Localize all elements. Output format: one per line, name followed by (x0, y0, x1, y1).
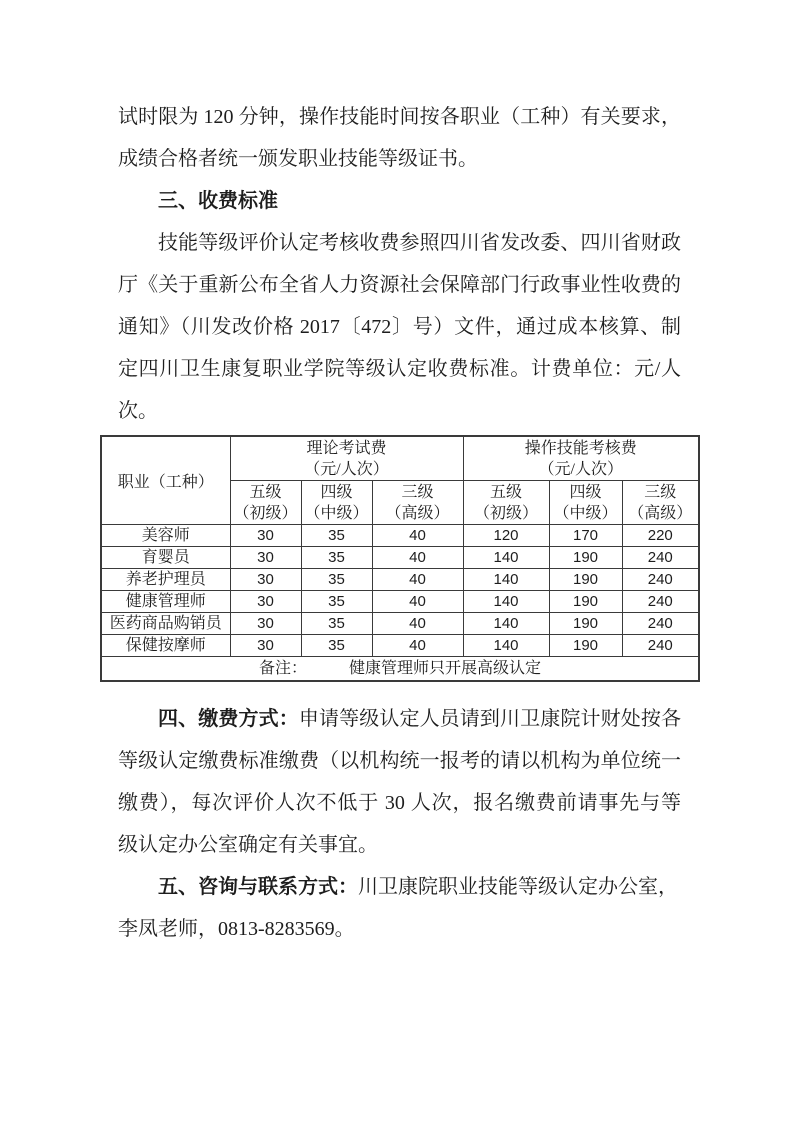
job-name-cell: 养老护理员 (101, 569, 230, 591)
fee-cell: 190 (549, 569, 622, 591)
table-row (101, 591, 699, 613)
level-name: 四级 (569, 483, 602, 501)
pre-table-text (118, 0, 681, 432)
table-row (101, 613, 699, 635)
theory-fee-group-header (230, 436, 463, 481)
paragraph-line (118, 866, 681, 908)
fee-cell: 35 (301, 613, 372, 635)
fee-standard-table (100, 435, 700, 682)
fee-cell: 240 (622, 635, 699, 657)
level-name: 五级 (249, 483, 282, 501)
fee-cell: 35 (301, 525, 372, 547)
fee-cell: 35 (301, 547, 372, 569)
paragraph-line: 厅《关于重新公布全省人力资源社会保障部门行政事业性收费的 (118, 274, 681, 296)
fee-cell: 35 (301, 591, 372, 613)
table-row (101, 569, 699, 591)
level-header (549, 481, 622, 525)
paragraph-line: 次。 (118, 400, 158, 422)
fee-cell: 40 (372, 591, 463, 613)
level-alias: （高级） (385, 504, 450, 522)
note-text: 健康管理师只开展高级认定 (349, 659, 542, 677)
section-heading-payment: 四、缴费方式： (158, 708, 299, 730)
fee-cell: 140 (463, 547, 549, 569)
paragraph-line: 李凤老师，0813-8283569。 (118, 918, 355, 940)
paragraph-line: 级认定办公室确定有关事宜。 (118, 834, 378, 856)
theory-fee-unit: （元/人次） (304, 460, 389, 478)
level-name: 四级 (320, 483, 353, 501)
job-name-cell: 保健按摩师 (101, 635, 230, 657)
table-note-row (101, 657, 699, 682)
fee-cell: 40 (372, 613, 463, 635)
fee-cell: 30 (230, 591, 301, 613)
paragraph-text: 川卫康院职业技能等级认定办公室， (358, 876, 678, 898)
level-alias: （中级） (553, 504, 618, 522)
paragraph-line: 通知》（川发改价格 2017〔472〕号）文件，通过成本核算、制 (118, 316, 681, 338)
skill-fee-unit: （元/人次） (538, 460, 623, 478)
fee-cell: 190 (549, 635, 622, 657)
paragraph-text: 申请等级认定人员请到川卫康院计财处按各 (298, 708, 682, 730)
fee-cell: 140 (463, 613, 549, 635)
level-header (372, 481, 463, 525)
level-header (230, 481, 301, 525)
post-table-text (118, 698, 681, 950)
fee-cell: 190 (549, 613, 622, 635)
job-name-cell: 美容师 (101, 525, 230, 547)
fee-cell: 140 (463, 569, 549, 591)
skill-fee-group-header (463, 436, 699, 481)
fee-cell: 120 (463, 525, 549, 547)
level-header (301, 481, 372, 525)
fee-cell: 35 (301, 635, 372, 657)
table-group-header-row (101, 436, 699, 481)
table-note-cell (101, 657, 699, 682)
level-name: 五级 (489, 483, 522, 501)
fee-cell: 40 (372, 525, 463, 547)
fee-cell: 40 (372, 635, 463, 657)
skill-fee-title: 操作技能考核费 (524, 439, 637, 457)
fee-cell: 240 (622, 591, 699, 613)
fee-cell: 240 (622, 613, 699, 635)
job-column-header: 职业（工种） (101, 436, 230, 525)
fee-cell: 220 (622, 525, 699, 547)
fee-cell: 30 (230, 525, 301, 547)
fee-cell: 30 (230, 547, 301, 569)
job-name-cell: 育婴员 (101, 547, 230, 569)
fee-cell: 140 (463, 635, 549, 657)
fee-cell: 170 (549, 525, 622, 547)
fee-cell: 35 (301, 569, 372, 591)
fee-cell: 240 (622, 547, 699, 569)
theory-fee-title: 理论考试费 (306, 439, 387, 457)
note-label: 备注： (259, 659, 308, 677)
level-alias: （中级） (304, 504, 369, 522)
paragraph-line: 成绩合格者统一颁发职业技能等级证书。 (118, 148, 478, 170)
fee-cell: 30 (230, 569, 301, 591)
paragraph-line: 等级认定缴费标准缴费（以机构统一报考的请以机构为单位统一 (118, 750, 681, 772)
section-heading-contact: 五、咨询与联系方式： (158, 876, 358, 898)
document-content (100, 0, 698, 950)
level-alias: （初级） (233, 504, 298, 522)
fee-cell: 30 (230, 635, 301, 657)
fee-cell: 190 (549, 591, 622, 613)
fee-cell: 30 (230, 613, 301, 635)
level-alias: （高级） (628, 504, 693, 522)
level-name: 三级 (644, 483, 677, 501)
paragraph-line: 定四川卫生康复职业学院等级认定收费标准。计费单位：元/人 (118, 358, 681, 380)
paragraph-line: 缴费），每次评价人次不低于 30 人次，报名缴费前请事先与等 (118, 792, 681, 814)
fee-cell: 140 (463, 591, 549, 613)
fee-cell: 40 (372, 547, 463, 569)
level-name: 三级 (401, 483, 434, 501)
paragraph-line: 试时限为 120 分钟，操作技能时间按各职业（工种）有关要求， (118, 106, 681, 128)
paragraph-line (118, 698, 681, 740)
level-alias: （初级） (473, 504, 538, 522)
paragraph-line: 技能等级评价认定考核收费参照四川省发改委、四川省财政 (158, 232, 681, 254)
fee-cell: 240 (622, 569, 699, 591)
section-heading-fees: 三、收费标准 (158, 190, 278, 212)
table-row (101, 525, 699, 547)
job-name-cell: 健康管理师 (101, 591, 230, 613)
level-header (622, 481, 699, 525)
table-row (101, 635, 699, 657)
job-name-cell: 医药商品购销员 (101, 613, 230, 635)
level-header (463, 481, 549, 525)
fee-cell: 40 (372, 569, 463, 591)
fee-cell: 190 (549, 547, 622, 569)
table-row (101, 547, 699, 569)
